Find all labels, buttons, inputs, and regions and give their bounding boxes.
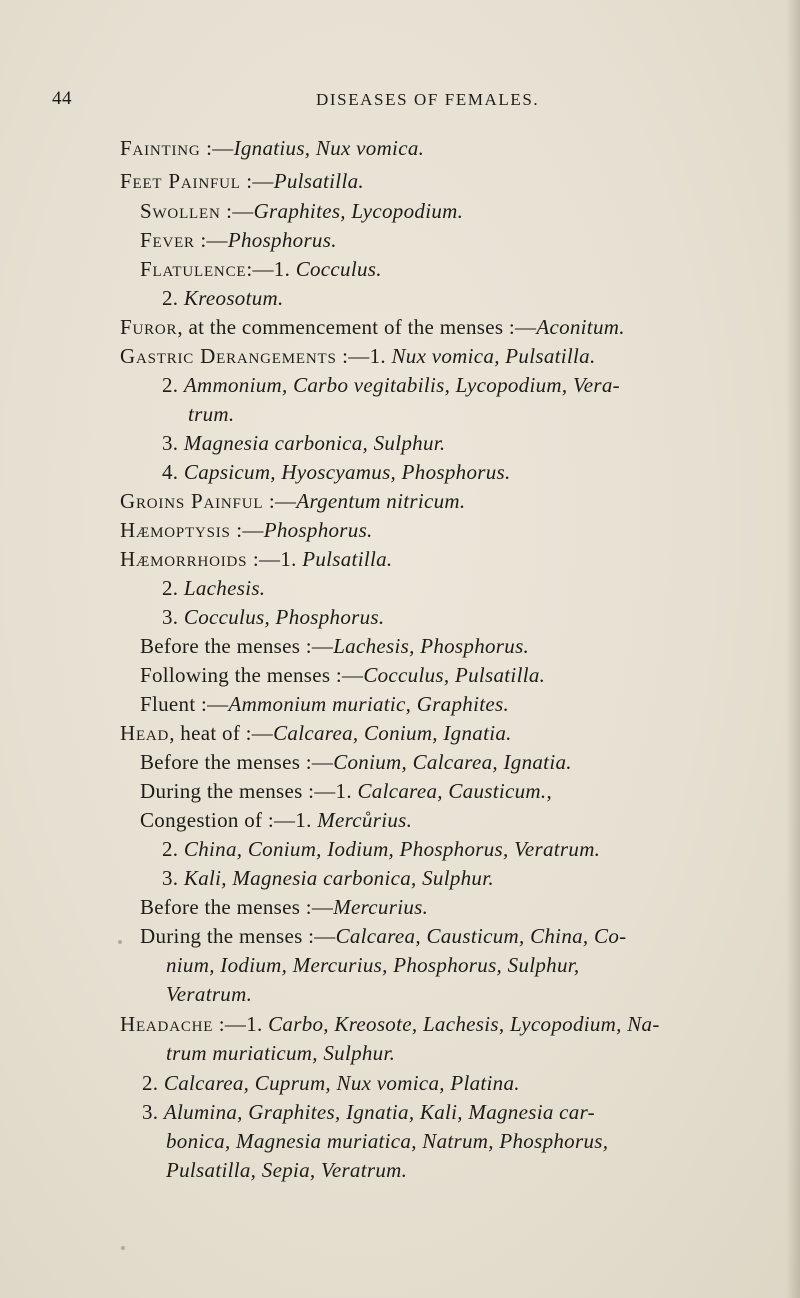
remedy-names: Mercůrius.	[317, 808, 413, 832]
remedy-names: Calcarea, Causticum.	[357, 779, 547, 803]
paper-speck	[118, 940, 122, 944]
text-line	[166, 953, 579, 978]
entry-heading: Hæmorrhoids	[120, 547, 248, 571]
text-line	[120, 344, 596, 369]
remedy-names: Graphites, Lycopodium.	[253, 199, 464, 223]
text-run: 3.	[162, 866, 184, 890]
text-line	[140, 663, 545, 688]
entry-heading: Furor	[120, 315, 178, 339]
text-line	[166, 1129, 608, 1154]
text-line	[120, 547, 392, 572]
text-run: 3.	[162, 431, 184, 455]
text-run: 3.	[142, 1100, 164, 1124]
remedy-names: Pulsatilla.	[302, 547, 393, 571]
remedy-names: Magnesia carbonica, Sulphur.	[183, 431, 446, 455]
text-line	[166, 1041, 395, 1066]
remedy-names: Mercurius.	[333, 895, 429, 919]
text-line	[142, 1100, 595, 1125]
text-line	[140, 257, 382, 282]
page-edge-shadow	[786, 0, 800, 1298]
text-run: 2.	[142, 1071, 164, 1095]
entry-heading: Groins Painful	[120, 489, 264, 513]
text-line	[120, 721, 512, 746]
remedy-names: Ammonium, Carbo vegitabilis, Lycopodium, Vera-	[183, 373, 620, 397]
remedy-names: Alumina, Graphites, Ignatia, Kali, Magnesia car-	[163, 1100, 595, 1124]
text-line	[166, 982, 252, 1007]
text-line	[162, 837, 600, 862]
remedy-names: Lachesis, Phosphorus.	[333, 634, 530, 658]
remedy-names: Calcarea, Cuprum, Nux vomica, Platina.	[163, 1071, 520, 1095]
remedy-names: bonica, Magnesia muriatica, Natrum, Phosphorus,	[166, 1129, 609, 1153]
entry-heading: Feet Painful	[120, 169, 241, 193]
remedy-names: Ignatius, Nux vomica.	[233, 136, 425, 160]
text-run: 2.	[162, 576, 184, 600]
entry-heading: Flatulence	[140, 257, 247, 281]
remedy-names: Aconitum.	[536, 315, 625, 339]
remedy-names: Cocculus, Pulsatilla.	[363, 663, 546, 687]
text-line	[120, 518, 373, 543]
text-line	[162, 373, 620, 398]
text-run: :—	[240, 169, 274, 193]
page-header	[52, 88, 732, 118]
text-run: 3.	[162, 605, 184, 629]
remedy-names: Pulsatilla.	[273, 169, 364, 193]
remedy-names: Conium, Calcarea, Ignatia.	[333, 750, 572, 774]
text-run: :—1.	[247, 547, 303, 571]
text-run: :—1.	[336, 344, 392, 368]
remedy-names: Kali, Magnesia carbonica, Sulphur.	[183, 866, 494, 890]
text-run: ,	[546, 779, 552, 803]
remedy-names: Cocculus, Phosphorus.	[183, 605, 385, 629]
text-line	[162, 286, 284, 311]
text-run: During the menses :—	[140, 924, 336, 948]
remedy-names: Veratrum.	[166, 982, 253, 1006]
text-run: :—1.	[246, 257, 296, 281]
text-line	[140, 924, 626, 949]
text-run: :—	[230, 518, 264, 542]
entry-heading: Hæmoptysis	[120, 518, 231, 542]
entry-heading: Head	[120, 721, 170, 745]
text-line	[140, 199, 463, 224]
text-run: :—	[263, 489, 297, 513]
remedy-names: Capsicum, Hyoscyamus, Phosphorus.	[183, 460, 511, 484]
text-line	[162, 576, 265, 601]
text-run: Before the menses :—	[140, 750, 334, 774]
text-line	[140, 634, 529, 659]
remedy-names: nium, Iodium, Mercurius, Phosphorus, Sulphur,	[166, 953, 580, 977]
paper-speck	[121, 1246, 125, 1250]
text-run: 2.	[162, 837, 184, 861]
text-line	[162, 866, 494, 891]
entry-heading: Fever	[140, 228, 195, 252]
text-line	[162, 431, 445, 456]
text-run: :—1.	[213, 1012, 269, 1036]
text-run: Following the menses :—	[140, 663, 364, 687]
text-line	[140, 779, 552, 804]
remedy-names: Phosphorus.	[227, 228, 337, 252]
remedy-names: Carbo, Kreosote, Lachesis, Lycopodium, Na-	[268, 1012, 660, 1036]
text-line	[140, 692, 509, 717]
remedy-names: Calcarea, Conium, Ignatia.	[273, 721, 512, 745]
text-run: 4.	[162, 460, 184, 484]
text-run: Congestion of :—1.	[140, 808, 318, 832]
text-line	[120, 169, 364, 194]
text-line	[162, 605, 384, 630]
text-line	[120, 1012, 660, 1037]
running-head: DISEASES OF FEMALES.	[316, 90, 540, 109]
remedy-names: Ammonium muriatic, Graphites.	[228, 692, 509, 716]
text-line	[188, 402, 234, 427]
text-run: , at the commencement of the menses :—	[177, 315, 537, 339]
remedy-names: Nux vomica, Pulsatilla.	[391, 344, 596, 368]
entry-heading: Headache	[120, 1012, 214, 1036]
remedy-names: Calcarea, Causticum, China, Co-	[335, 924, 627, 948]
text-line	[120, 489, 465, 514]
text-run: :—	[194, 228, 228, 252]
text-line	[140, 228, 337, 253]
text-run: During the menses :—1.	[140, 779, 358, 803]
remedy-names: Cocculus.	[295, 257, 382, 281]
remedy-names: trum muriaticum, Sulphur.	[166, 1041, 396, 1065]
entry-heading: Swollen	[140, 199, 221, 223]
page-number: 44	[52, 88, 72, 109]
remedy-names: Lachesis.	[183, 576, 266, 600]
text-line	[140, 808, 412, 833]
text-line	[142, 1071, 520, 1096]
text-line	[120, 315, 625, 340]
text-line	[140, 895, 428, 920]
remedy-names: trum.	[188, 402, 235, 426]
remedy-names: Argentum nitricum.	[296, 489, 466, 513]
text-run: :—	[220, 199, 254, 223]
text-run: Before the menses :—	[140, 634, 334, 658]
remedy-names: China, Conium, Iodium, Phosphorus, Veratrum.	[183, 837, 601, 861]
entry-heading: Gastric Derangements	[120, 344, 337, 368]
text-run: :—	[200, 136, 234, 160]
entry-heading: Fainting	[120, 136, 201, 160]
text-line	[166, 1158, 407, 1183]
text-run: , heat of :—	[169, 721, 274, 745]
text-run: Fluent :—	[140, 692, 229, 716]
text-line	[140, 750, 572, 775]
remedy-names: Phosphorus.	[263, 518, 373, 542]
text-run: 2.	[162, 373, 184, 397]
remedy-names: Pulsatilla, Sepia, Veratrum.	[166, 1158, 408, 1182]
text-line	[162, 460, 511, 485]
remedy-names: Kreosotum.	[183, 286, 284, 310]
text-line	[120, 136, 424, 161]
text-run: Before the menses :—	[140, 895, 334, 919]
text-run: 2.	[162, 286, 184, 310]
